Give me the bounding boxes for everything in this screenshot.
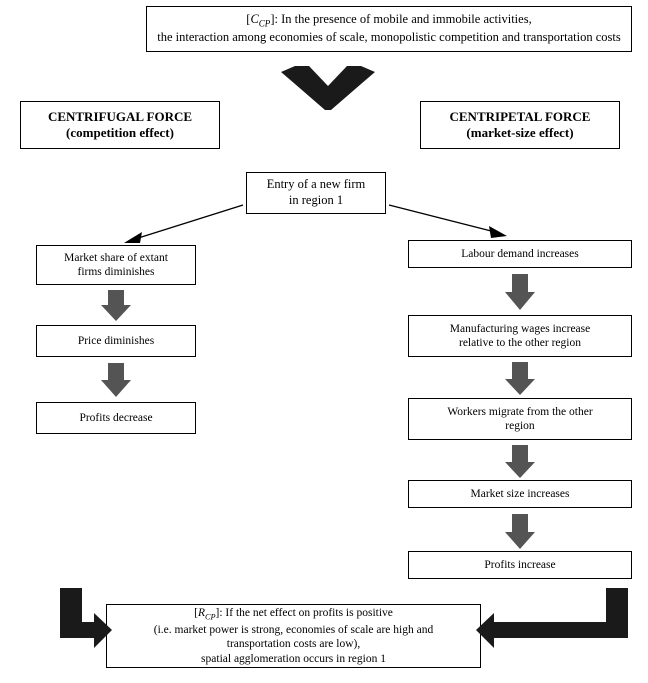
- result-line-2: (i.e. market power is strong, economies of scale are high and: [153, 623, 434, 636]
- top-statement-line-2: the interaction among economies of scale, monopolistic competition and transportation costs: [157, 30, 621, 45]
- right-chain-box-3-line-1: Workers migrate from the other: [447, 405, 593, 418]
- entry-line-2: in region 1: [288, 193, 344, 207]
- right-chain-box-1: [408, 240, 632, 268]
- right-chain-box-5-line-1: Profits increase: [484, 558, 556, 571]
- arrow-right-4: [505, 514, 535, 549]
- centrifugal-force-title: CENTRIFUGAL FORCE: [47, 108, 193, 124]
- right-chain-box-4: [408, 480, 632, 508]
- result-box: [106, 604, 481, 668]
- right-chain-box-2-line-1: Manufacturing wages increase: [449, 322, 591, 335]
- right-chain-box-1-line-1: Labour demand increases: [461, 247, 579, 260]
- top-statement-box: [146, 6, 632, 52]
- left-chain-box-1-line-1: Market share of extant: [64, 251, 168, 264]
- arrow-bottom-left-hook: [60, 588, 112, 648]
- left-chain-box-2: [36, 325, 196, 357]
- left-chain-box-3: [36, 402, 196, 434]
- arrow-entry-to-left: [124, 205, 243, 243]
- left-chain-box-3-line-1: Profits decrease: [79, 411, 153, 424]
- left-chain-box-1: [36, 245, 196, 285]
- entry-of-new-firm-box: [246, 172, 386, 214]
- centrifugal-force-box: [20, 101, 220, 149]
- result-line-1: $[R_{CP}]$: If the net effect on profits is positive: [194, 607, 393, 622]
- right-chain-box-3: [408, 398, 632, 440]
- arrow-left-2: [101, 363, 131, 397]
- right-chain-box-2: [408, 315, 632, 357]
- left-chain-box-2-line-1: Price diminishes: [77, 334, 155, 347]
- result-line-4: spatial agglomeration occurs in region 1: [201, 652, 386, 665]
- arrow-bottom-right-hook: [476, 588, 628, 648]
- entry-line-1: Entry of a new firm: [266, 177, 366, 192]
- arrow-right-3: [505, 445, 535, 478]
- arrow-entry-to-right: [389, 205, 507, 238]
- centripetal-force-title: CENTRIPETAL FORCE: [449, 108, 591, 124]
- centripetal-force-box: [420, 101, 620, 149]
- top-statement-line-1: $[C_{CP}]$: In the presence of mobile and immobile activities,: [246, 12, 532, 29]
- split-arrow-icon: [281, 66, 375, 110]
- centripetal-force-subtitle: (market-size effect): [466, 125, 574, 140]
- arrow-right-2: [505, 362, 535, 395]
- right-chain-box-3-line-2: region: [505, 420, 535, 432]
- centrifugal-force-subtitle: (competition effect): [66, 125, 174, 140]
- arrow-left-1: [101, 290, 131, 321]
- result-line-3: transportation costs are low),: [226, 638, 361, 651]
- right-chain-box-2-line-2: relative to the other region: [459, 337, 581, 349]
- right-chain-box-5: [408, 551, 632, 579]
- left-chain-box-1-line-2: firms diminishes: [77, 266, 155, 278]
- right-chain-box-4-line-1: Market size increases: [470, 487, 570, 500]
- arrow-right-1: [505, 274, 535, 310]
